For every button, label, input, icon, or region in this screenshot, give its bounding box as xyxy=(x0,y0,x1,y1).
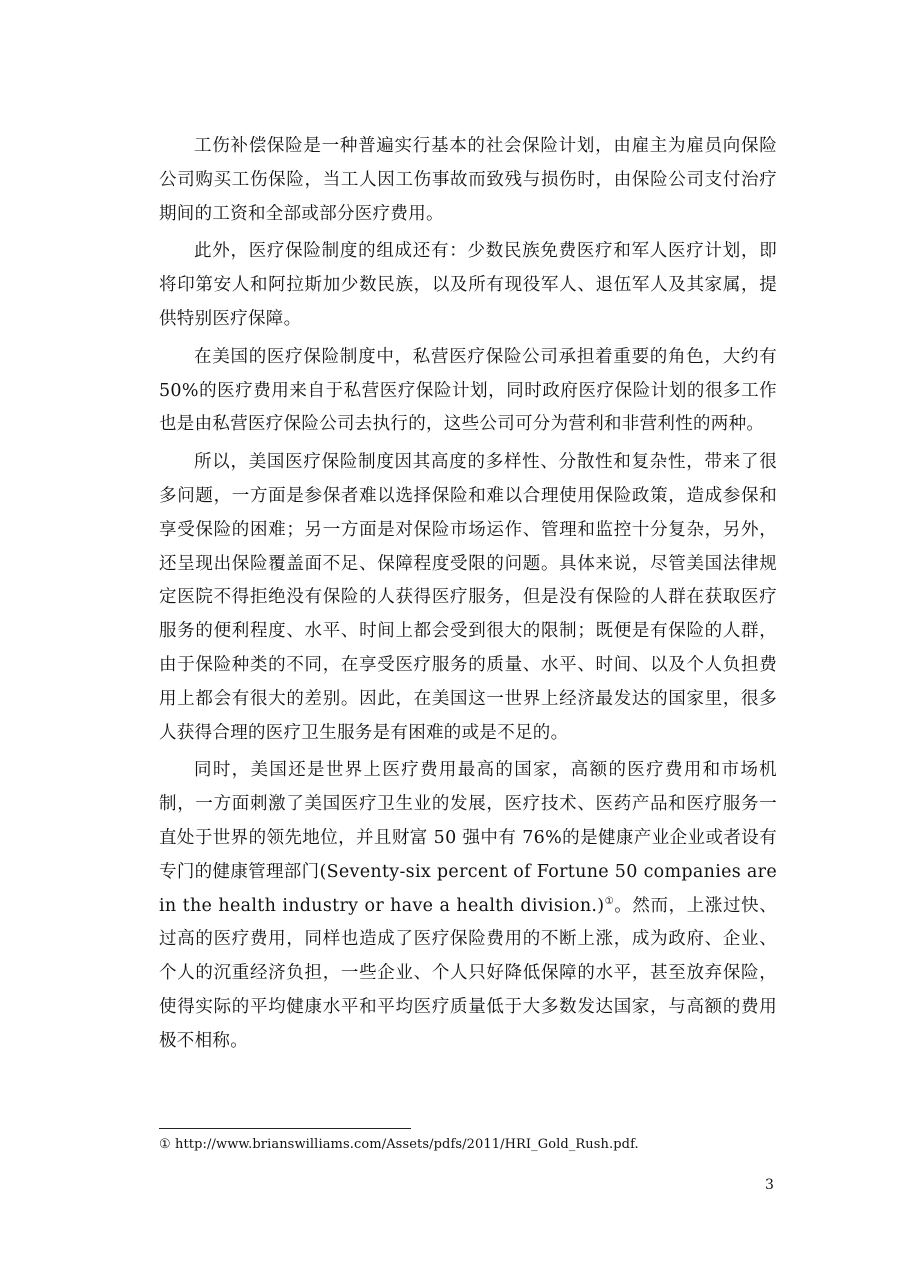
paragraph-high-costs-part-1: 同时，美国还是世界上医疗费用最高的国家，高额的医疗费用和市场机制，一方面刺激了美国医疗卫生业的发展，医疗技术、医药产品和医疗服务一直处于世界的领先地位，并且财富 50 强中有 76%的是健康产业企业或者设有专门的健康管理部门(Seventy-six percent of Fortune 50 companies are in the health industry or have a health division.) xyxy=(159,760,777,916)
footnote xyxy=(159,1136,639,1154)
page-number: 3 xyxy=(765,1177,774,1193)
paragraph-high-costs-part-2: 。然而，上涨过快、过高的医疗费用，同样也造成了医疗保险费用的不断上涨，成为政府、企业、个人的沉重经济负担，一些企业、个人只好降低保障的水平，甚至放弃保险，使得实际的平均健康水平和平均医疗质量低于大多数发达国家，与高额的费用极不相称。 xyxy=(159,895,777,1051)
paragraph-other-components: 此外，医疗保险制度的组成还有：少数民族免费医疗和军人医疗计划，即将印第安人和阿拉斯加少数民族，以及所有现役军人、退伍军人及其家属，提供特别医疗保障。 xyxy=(159,241,777,329)
footnote-separator xyxy=(159,1128,411,1129)
footnote-url: http://www.brianswilliams.com/Assets/pdfs/2011/HRI_Gold_Rush.pdf. xyxy=(175,1137,639,1152)
footnote-reference: ① xyxy=(604,895,615,907)
footnote-marker: ① xyxy=(159,1137,171,1152)
body-text xyxy=(159,130,777,1063)
paragraph-high-costs xyxy=(159,754,777,1058)
paragraph-work-injury-insurance: 工伤补偿保险是一种普遍实行基本的社会保险计划，由雇主为雇员向保险公司购买工伤保险，当工人因工伤事故而致残与损伤时，由保险公司支付治疗期间的工资和全部或部分医疗费用。 xyxy=(159,136,777,224)
paragraph-system-problems: 所以，美国医疗保险制度因其高度的多样性、分散性和复杂性，带来了很多问题，一方面是参保者难以选择保险和难以合理使用保险政策，造成参保和享受保险的困难；另一方面是对保险市场运作、管理和监控十分复杂，另外，还呈现出保险覆盖面不足、保障程度受限的问题。具体来说，尽管美国法律规定医院不得拒绝没有保险的人获得医疗服务，但是没有保险的人群在获取医疗服务的便利程度、水平、时间上都会受到很大的限制；既便是有保险的人群，由于保险种类的不同，在享受医疗服务的质量、水平、时间、以及个人负担费用上都会有很大的差别。因此，在美国这一世界上经济最发达的国家里，很多人获得合理的医疗卫生服务是有困难的或是不足的。 xyxy=(159,452,777,743)
paragraph-private-insurers: 在美国的医疗保险制度中，私营医疗保险公司承担着重要的角色，大约有 50%的医疗费用来自于私营医疗保险计划，同时政府医疗保险计划的很多工作也是由私营医疗保险公司去执行的，这些公司可分为营利和非营利性的两种。 xyxy=(159,346,777,435)
